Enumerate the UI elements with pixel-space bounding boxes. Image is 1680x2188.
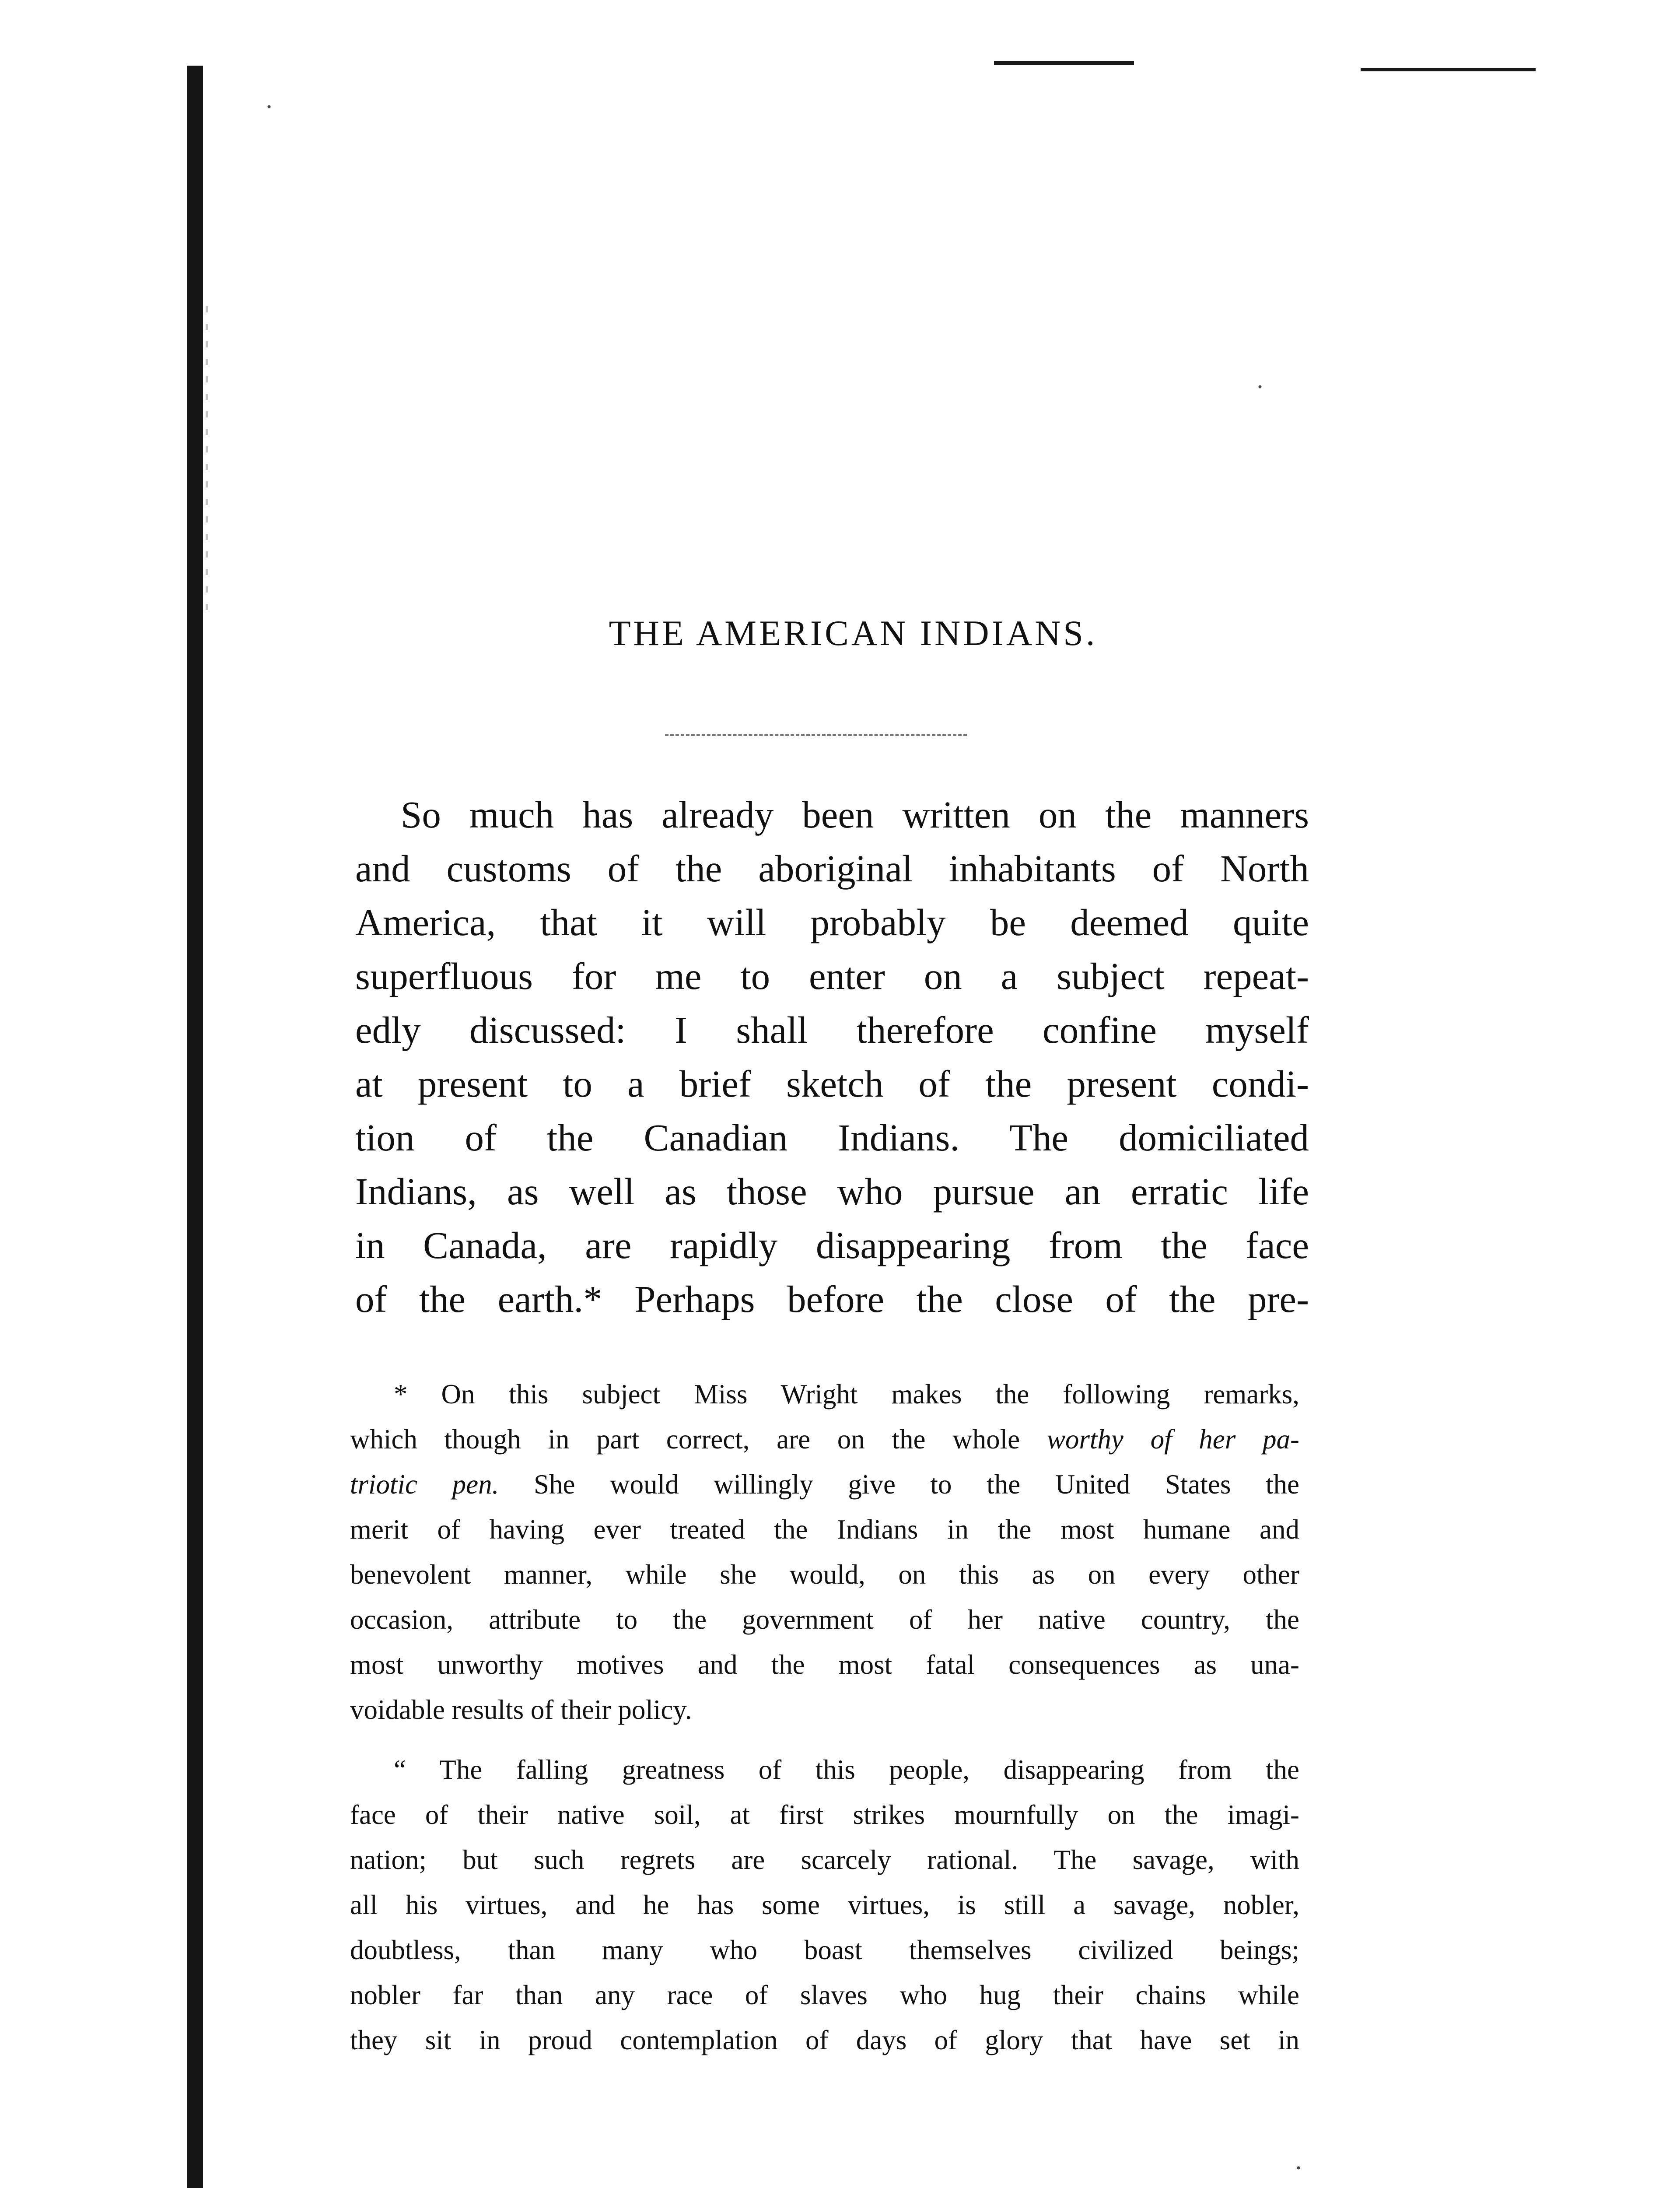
speck-mark: · <box>265 92 273 121</box>
body-line: America, that it will probably be deemed quite <box>355 901 1309 943</box>
footnote-italic: worthy of her pa- <box>1046 1424 1299 1455</box>
footnote-line: merit of having ever treated the Indians in the most humane and <box>350 1514 1299 1545</box>
body-line: and customs of the aboriginal inhabitants of North <box>355 847 1309 890</box>
body-line: in Canada, are rapidly disappearing from the face <box>355 1224 1309 1266</box>
quote-line: doubtless, than many who boast themselves civilized beings; <box>350 1935 1299 1965</box>
footnote-line <box>350 1462 1299 1507</box>
footnote-italic: triotic pen. <box>350 1469 499 1500</box>
footnote-text: which though in part correct, are on the whole <box>350 1424 1047 1455</box>
quote-line: face of their native soil, at first strikes mournfully on the imagi- <box>350 1799 1299 1830</box>
footnote-text: She would willingly give to the United States the <box>499 1469 1299 1500</box>
body-line: at present to a brief sketch of the present condi- <box>355 1062 1309 1105</box>
gutter-texture <box>206 306 208 613</box>
title-separator <box>665 734 967 736</box>
quote-line: all his virtues, and he has some virtues, is still a savage, nobler, <box>350 1890 1299 1920</box>
body-line: edly discussed: I shall therefore confine myself <box>355 1009 1309 1051</box>
header-rule-center <box>994 61 1134 65</box>
header-rule-right <box>1361 68 1536 71</box>
body-line: of the earth.* Perhaps before the close of the pre- <box>355 1278 1309 1320</box>
quote-line: “ The falling greatness of this people, disappearing from the <box>394 1754 1299 1785</box>
footnote-line <box>350 1417 1299 1462</box>
body-line: tion of the Canadian Indians. The domiciliated <box>355 1116 1309 1159</box>
footnote-line: voidable results of their policy. <box>350 1694 692 1725</box>
body-line: superfluous for me to enter on a subject repeat- <box>355 955 1309 997</box>
quote-line: nation; but such regrets are scarcely rational. The savage, with <box>350 1844 1299 1875</box>
footnote-gap <box>350 1732 1299 1747</box>
speck-mark: · <box>1294 2153 1303 2182</box>
body-paragraph <box>355 788 1309 1326</box>
body-line: Indians, as well as those who pursue an erratic life <box>355 1170 1309 1213</box>
speck-mark: · <box>1256 372 1264 401</box>
footnote-line: most unworthy motives and the most fatal consequences as una- <box>350 1649 1299 1680</box>
footnote-line: * On this subject Miss Wright makes the following remarks, <box>394 1379 1299 1410</box>
binding-gutter <box>187 66 203 2188</box>
chapter-title: THE AMERICAN INDIANS. <box>609 613 1098 653</box>
quote-line: they sit in proud contemplation of days of glory that have set in <box>350 2025 1299 2055</box>
footnote <box>350 1372 1299 2063</box>
footnote-line: benevolent manner, while she would, on this as on every other <box>350 1559 1299 1590</box>
body-line: So much has already been written on the manners <box>401 793 1309 836</box>
quote-line: nobler far than any race of slaves who hug their chains while <box>350 1980 1299 2010</box>
footnote-line: occasion, attribute to the government of her native country, the <box>350 1604 1299 1635</box>
